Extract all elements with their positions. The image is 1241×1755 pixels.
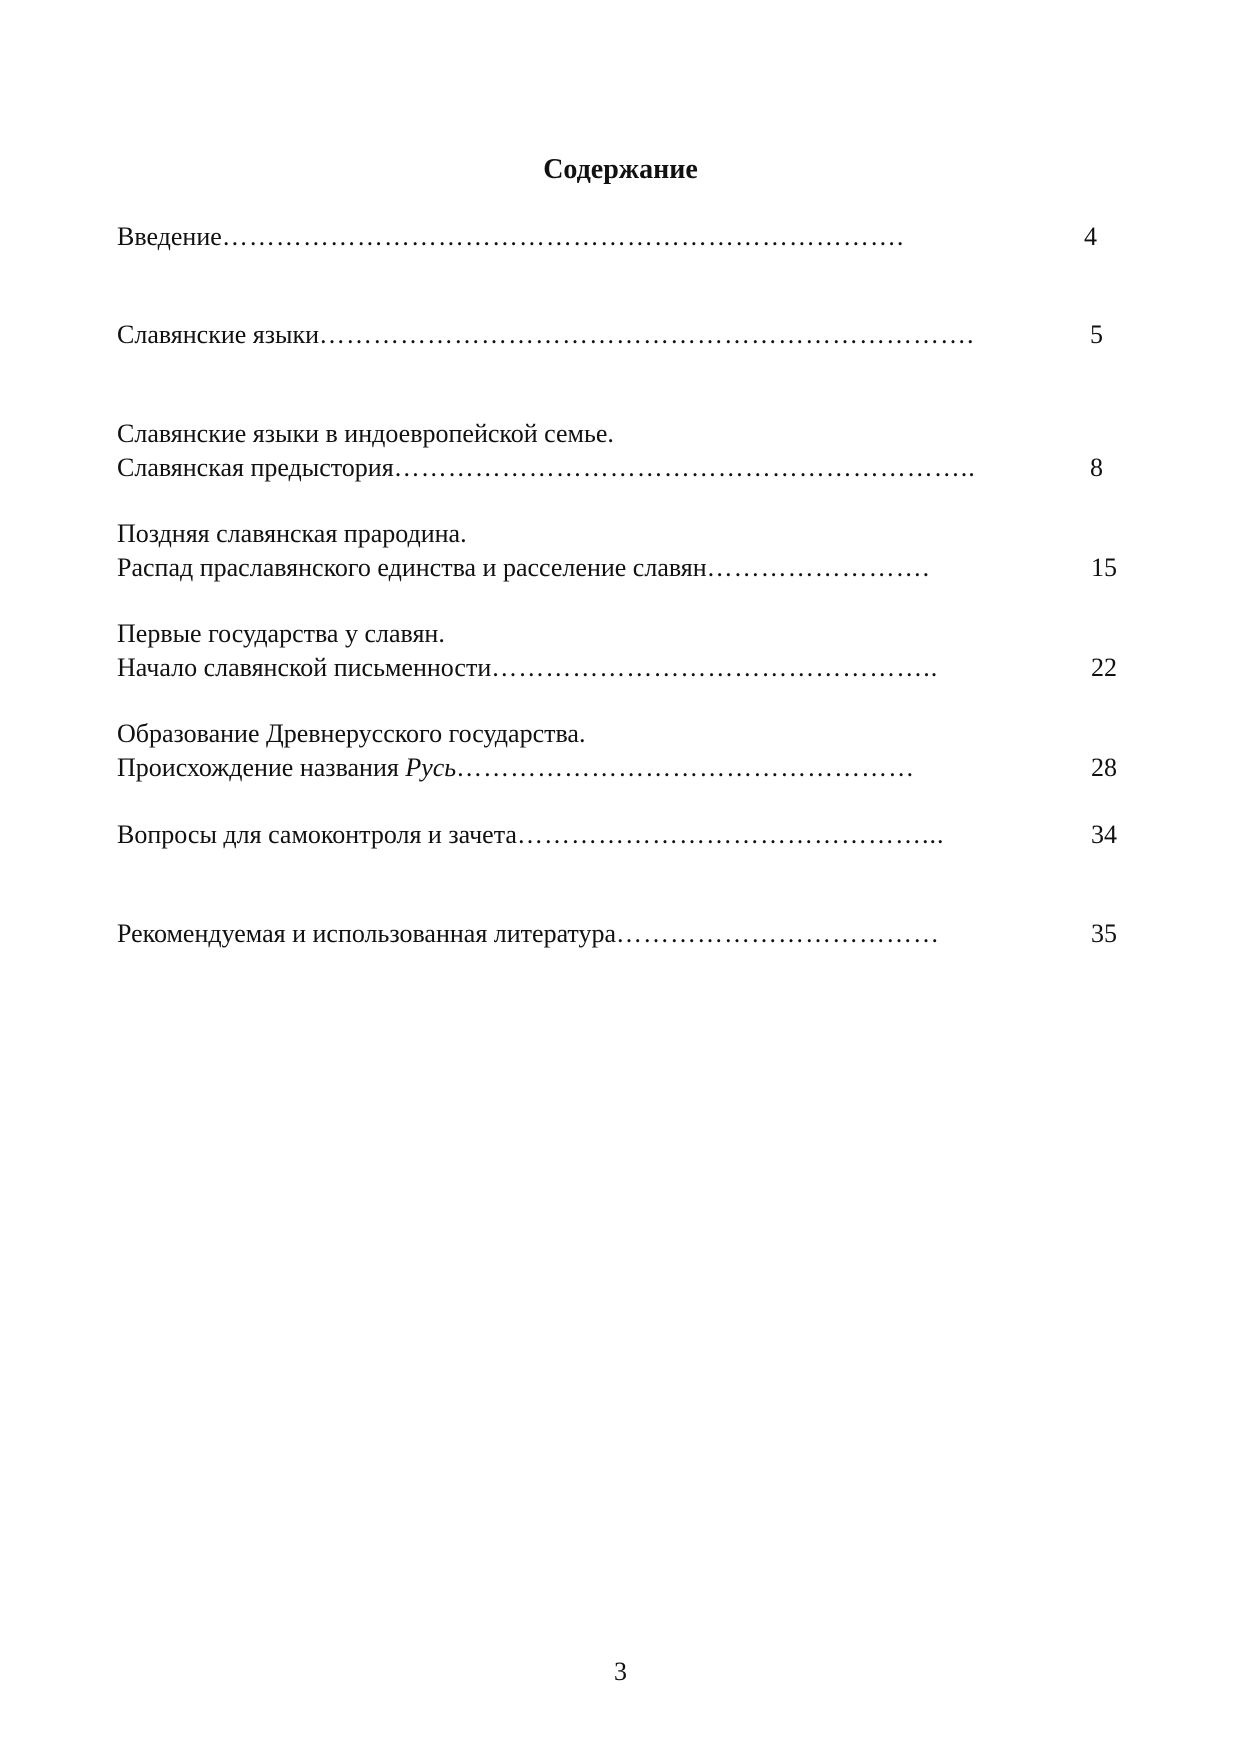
toc-line: [117, 551, 1117, 585]
page-number: 3: [614, 1657, 627, 1686]
toc-entry-late-homeland[interactable]: [117, 517, 1117, 585]
toc-line: [117, 818, 1117, 852]
toc-entry-title: Введение: [117, 222, 222, 251]
toc-entry-title-line1: Первые государства у славян.: [117, 619, 445, 648]
toc-line: [117, 651, 1117, 685]
dot-leader: ………………………………………………………..: [393, 453, 976, 482]
toc-entry-title-italic-term: Русь: [405, 753, 457, 782]
toc-entry-title: Славянские языки: [117, 320, 320, 349]
toc-entry-literature[interactable]: [117, 917, 1117, 951]
toc-entry-slavic-languages[interactable]: [117, 318, 1117, 352]
toc-entry-indo-european[interactable]: [117, 417, 1117, 485]
toc-entry-title-line2: Славянская предыстория: [117, 453, 394, 482]
toc-entry-title-line2: Начало славянской письменности: [117, 653, 492, 682]
toc-line: [117, 220, 1117, 254]
dot-leader: …………………….: [706, 553, 931, 582]
toc-page-number: 8: [1090, 453, 1103, 482]
toc-entry-introduction[interactable]: [117, 220, 1117, 254]
toc-entry-title: Вопросы для самоконтроля и зачета: [117, 820, 517, 849]
toc-line: [117, 451, 1117, 485]
dot-leader: ………………………………: [616, 919, 940, 948]
toc-entry-title-line1: Поздняя славянская прародина.: [117, 519, 467, 548]
page-title: Содержание: [543, 154, 698, 185]
toc-entry-old-rus-state[interactable]: [117, 717, 1117, 785]
toc-entry-title-line2: Распад праславянского единства и расселение славян: [117, 553, 707, 582]
dot-leader: ………………………………………………………………….: [221, 222, 905, 251]
toc-entry-first-states[interactable]: [117, 617, 1117, 685]
toc-page-number: 34: [1091, 820, 1117, 849]
toc-entry-title: Рекомендуемая и использованная литература: [117, 919, 616, 948]
toc-page-number: 28: [1091, 753, 1117, 782]
toc-entry-title-line2-prefix: Происхождение названия: [117, 753, 406, 782]
dot-leader: ……………………………………………: [456, 753, 916, 782]
toc-line: [117, 751, 1117, 785]
dot-leader: ………………………………………...: [516, 820, 945, 849]
toc-entry-title-line1: Славянские языки в индоевропейской семье.: [117, 419, 614, 448]
toc-line: [117, 917, 1117, 951]
dot-leader: ……………………………………………………………….: [319, 320, 975, 349]
toc-entry-title-line1: Образование Древнерусского государства.: [117, 719, 586, 748]
toc-page-number: 15: [1091, 553, 1117, 582]
toc-page-number: 5: [1090, 320, 1103, 349]
toc-page-number: 35: [1091, 919, 1117, 948]
toc-line: [117, 318, 1117, 352]
dot-leader: …………………………………………..: [491, 653, 939, 682]
toc-page-number: 22: [1091, 653, 1117, 682]
toc-entry-self-check-questions[interactable]: [117, 818, 1117, 852]
toc-page-number: 4: [1084, 222, 1097, 251]
